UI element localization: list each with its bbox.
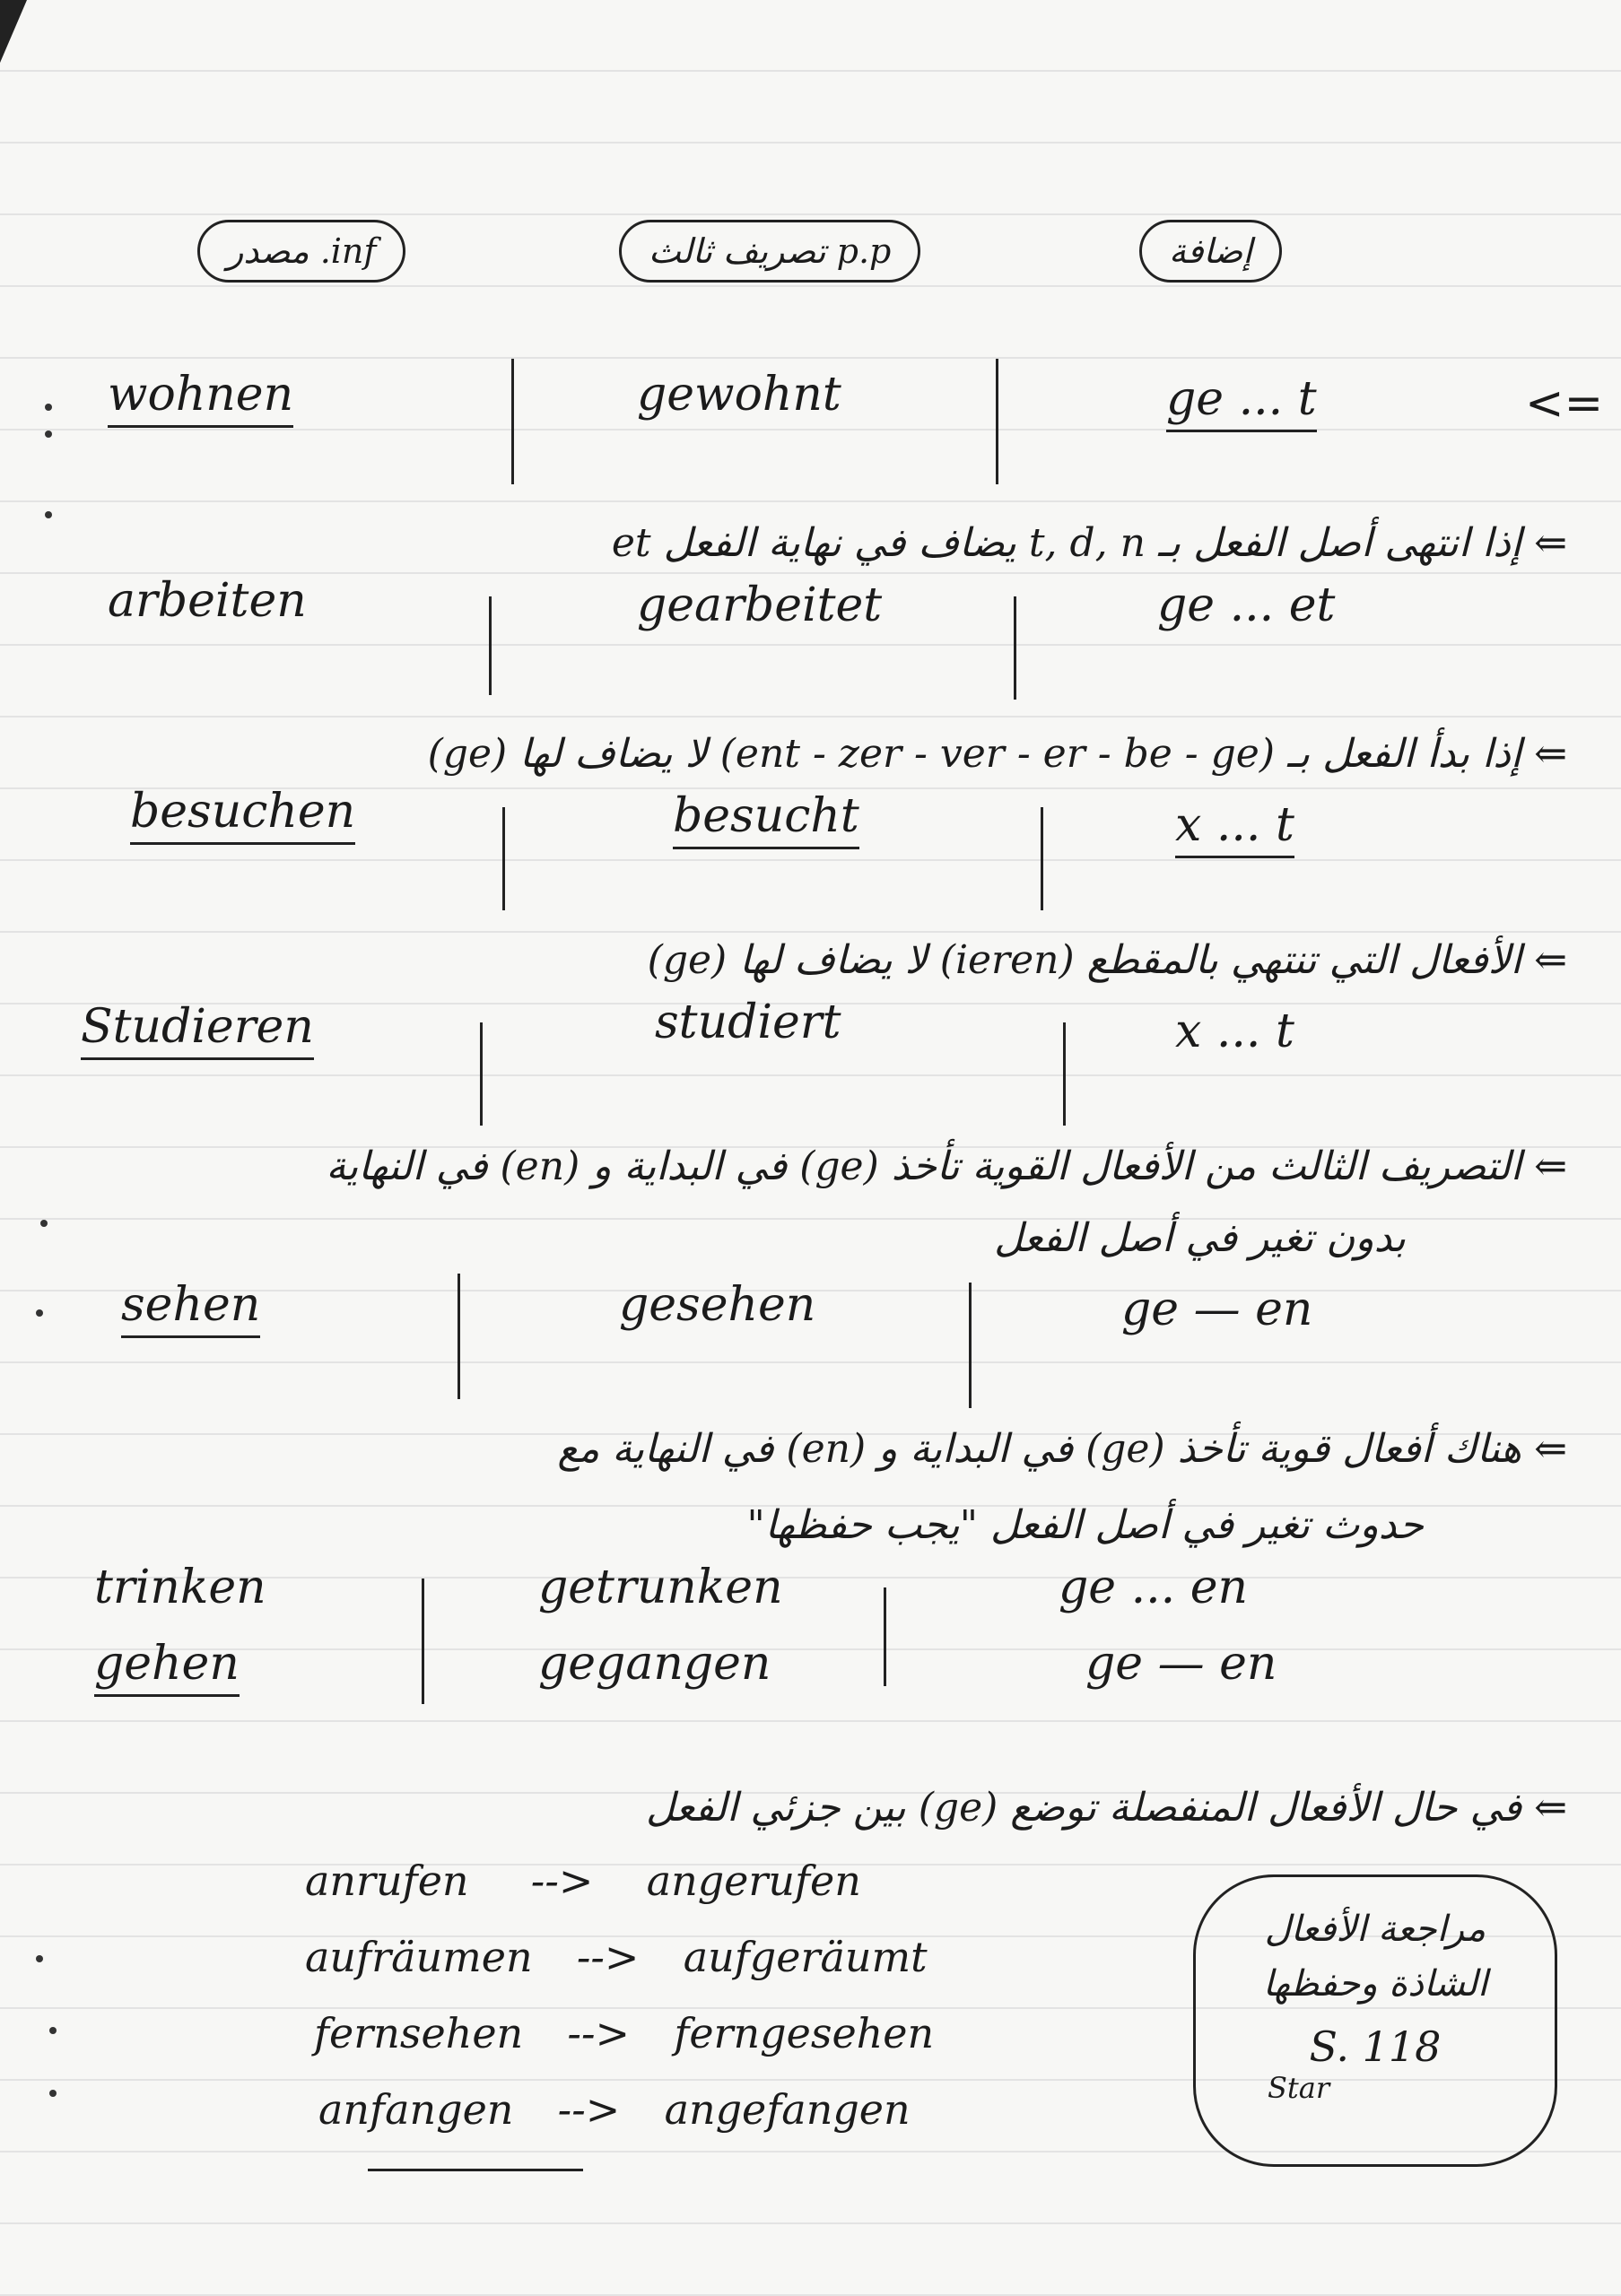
arrow-marker: <= bbox=[1525, 377, 1604, 430]
bubble-page: S. 118 bbox=[1309, 2022, 1442, 2071]
review-bubble bbox=[1193, 1874, 1557, 2167]
header-participle: تصريف ثالث p.p bbox=[619, 220, 920, 283]
column-divider bbox=[1041, 807, 1043, 910]
column-divider bbox=[969, 1283, 972, 1408]
participle-gesehen: gesehen bbox=[619, 1278, 816, 1332]
infinitive-gehen: gehen bbox=[94, 1637, 240, 1697]
separable-from: anrufen bbox=[305, 1857, 469, 1905]
margin-dot bbox=[36, 1955, 43, 1962]
participle-studiert: studiert bbox=[655, 996, 841, 1049]
note-separable: ⇐ في حال الأفعال المنفصلة توضع (ge) بين جزئي الفعل bbox=[645, 1785, 1567, 1831]
infinitive-wohnen: wohnen bbox=[108, 368, 293, 428]
note-irregular-2: حدوث تغير في أصل الفعل "يجب حفظها" bbox=[746, 1502, 1424, 1548]
separable-from: anfangen bbox=[318, 2085, 514, 2134]
infinitive-trinken: trinken bbox=[94, 1561, 266, 1614]
margin-dot bbox=[45, 430, 52, 438]
bubble-tag: Star bbox=[1268, 2071, 1330, 2105]
margin-dot bbox=[40, 1220, 48, 1227]
separable-pair bbox=[305, 1857, 861, 1905]
margin-dot bbox=[49, 2090, 57, 2097]
rule-ge-en: ge ... en bbox=[1059, 1561, 1248, 1614]
arrow-icon: --> bbox=[557, 2085, 621, 2134]
rule-ge-en: ge — en bbox=[1121, 1283, 1313, 1336]
note-irregular: ⇐ هناك أفعال قوية تأخذ (ge) في البداية و (en) في النهاية مع bbox=[557, 1426, 1567, 1472]
separable-from: fernsehen bbox=[314, 2009, 524, 2057]
column-divider bbox=[1063, 1022, 1066, 1126]
margin-dot bbox=[36, 1309, 43, 1317]
column-divider bbox=[502, 807, 505, 910]
separable-pair bbox=[305, 1933, 928, 1981]
bubble-line-2: الشاذة وحفظها bbox=[1262, 1963, 1488, 2005]
column-divider bbox=[480, 1022, 483, 1126]
header-infinitive: مصدر .inf bbox=[197, 220, 405, 283]
column-divider bbox=[489, 596, 492, 695]
column-divider bbox=[1014, 596, 1016, 700]
column-divider bbox=[458, 1274, 460, 1399]
rule-x-t: x ... t bbox=[1175, 1004, 1294, 1058]
separable-to: aufgeräumt bbox=[683, 1933, 928, 1981]
margin-dot bbox=[49, 2027, 57, 2034]
separable-to: angerufen bbox=[646, 1857, 861, 1905]
participle-gearbeitet: gearbeitet bbox=[637, 578, 883, 632]
participle-getrunken: getrunken bbox=[538, 1561, 783, 1614]
note-strong-verbs: ⇐ التصريف الثالث من الأفعال القوية تأخذ (ge) في البداية و (en) في النهاية bbox=[326, 1144, 1567, 1189]
rule-ge-t: ge ... t bbox=[1166, 372, 1317, 432]
column-divider bbox=[996, 359, 998, 484]
rule-ge-en: ge — en bbox=[1085, 1637, 1277, 1691]
column-divider bbox=[511, 359, 514, 484]
margin-dot bbox=[45, 404, 52, 411]
separable-pair bbox=[318, 2085, 911, 2134]
page-corner-shadow bbox=[0, 0, 27, 63]
participle-besucht: besucht bbox=[673, 789, 859, 849]
separable-from: aufräumen bbox=[305, 1933, 533, 1981]
note-strong-verbs-2: بدون تغير في أصل الفعل bbox=[994, 1215, 1406, 1261]
infinitive-sehen: sehen bbox=[121, 1278, 260, 1338]
arrow-icon: --> bbox=[576, 1933, 640, 1981]
rule-x-t: x ... t bbox=[1175, 798, 1294, 858]
arrow-icon: --> bbox=[530, 1857, 594, 1905]
separable-to: angefangen bbox=[664, 2085, 911, 2134]
note-prefixes: ⇐ إذا بدأ الفعل بـ (ent - zer - ver - er - be - ge) لا يضاف لها (ge) bbox=[427, 731, 1567, 777]
separable-to: ferngesehen bbox=[674, 2009, 935, 2057]
underline-stroke bbox=[368, 2169, 583, 2171]
note-ieren: ⇐ الأفعال التي تنتهي بالمقطع (ieren) لا يضاف لها (ge) bbox=[647, 937, 1567, 983]
separable-pair bbox=[314, 2009, 934, 2057]
margin-dot bbox=[45, 511, 52, 518]
infinitive-arbeiten: arbeiten bbox=[108, 574, 307, 628]
bubble-line-1: مراجعة الأفعال bbox=[1264, 1909, 1486, 1950]
header-addition: إضافة bbox=[1139, 220, 1282, 283]
rule-ge-et: ge ... et bbox=[1157, 578, 1336, 632]
infinitive-studieren: Studieren bbox=[81, 1000, 314, 1060]
arrow-icon: --> bbox=[567, 2009, 631, 2057]
participle-gegangen: gegangen bbox=[538, 1637, 771, 1691]
column-divider bbox=[884, 1587, 886, 1686]
participle-gewohnt: gewohnt bbox=[637, 368, 841, 422]
column-divider bbox=[422, 1578, 424, 1704]
note-tdn: ⇐ إذا انتهى أصل الفعل بـ t, d, n يضاف في نهاية الفعل et bbox=[611, 520, 1567, 566]
infinitive-besuchen: besuchen bbox=[130, 785, 355, 845]
